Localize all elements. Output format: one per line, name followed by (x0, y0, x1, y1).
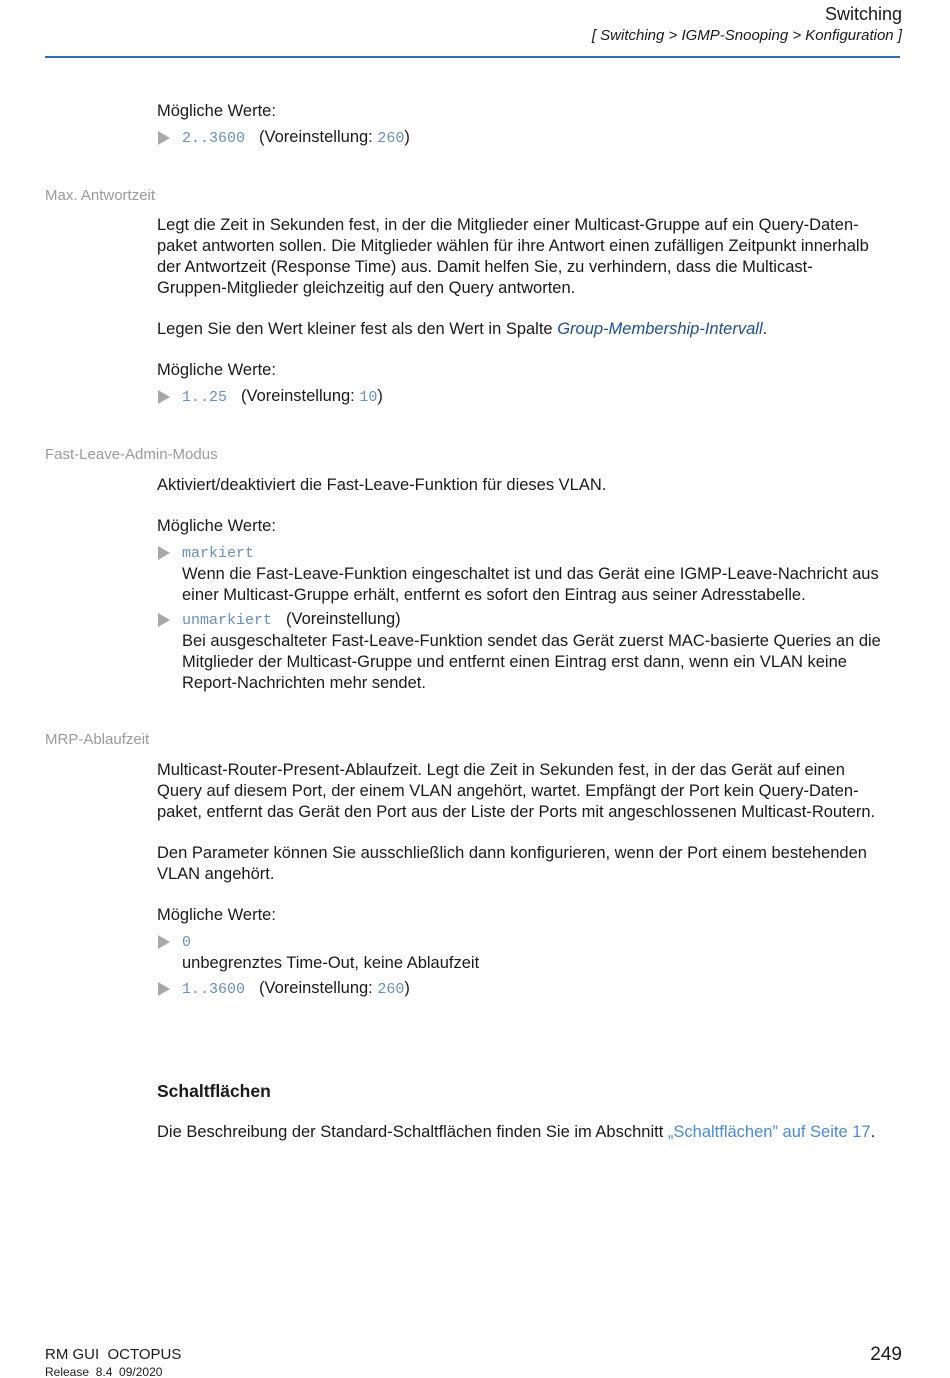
option-value: markiert (182, 545, 255, 562)
parameter-label-fast-leave: Fast-Leave-Admin-Modus (45, 446, 218, 463)
parameter-description: Multicast-Router-Present-Ablaufzeit. Legt die Zeit in Sekunden fest, in der das Gerät auf einen Query auf diesem Port, der einem VLAN angehört, wartet. Empfängt der Port kein Query-Daten- paket, entfernt das Gerät den Port aus der Liste der Ports mit angeschlossenen Multicast-Routern. (157, 761, 876, 821)
column-reference-link[interactable]: Group-Membership-Intervall (557, 320, 763, 338)
footer-product: RM GUI OCTOPUS (45, 1346, 182, 1363)
section-title: Switching (824, 4, 902, 24)
section-heading-schaltflaechen: Schaltflächen (157, 1081, 271, 1101)
default-value: 10 (359, 389, 378, 406)
value-list-item: markiert Wenn die Fast-Leave-Funktion eingeschaltet ist und das Gerät eine IGMP-Leave-Nachricht aus einer Multicast-Gruppe erhält, entfernt es sofort den Eintrag aus seiner Adresstabelle. (158, 542, 908, 606)
value-list-item: 0 unbegrenztes Time-Out, keine Ablaufzeit (158, 931, 908, 974)
value-list-item: 2..3600 (Voreinstellung: 260) (158, 127, 908, 149)
value-range: 1..3600 (182, 981, 246, 998)
option-value: unmarkiert (182, 612, 273, 629)
cross-reference-link[interactable]: „Schaltflächen” auf Seite 17 (667, 1123, 871, 1141)
parameter-label-mrp-ablaufzeit: MRP-Ablaufzeit (45, 731, 150, 748)
value-list-item: 1..3600 (Voreinstellung: 260) (158, 978, 908, 1000)
parameter-note: Den Parameter können Sie ausschließlich dann konfigurieren, wenn der Port einem bestehenden VLAN angehört. (157, 844, 867, 883)
page-number: 249 (870, 1344, 902, 1365)
bullet-triangle-icon (158, 613, 170, 627)
value-range: 2..3600 (182, 130, 246, 147)
parameter-description: Legt die Zeit in Sekunden fest, in der die Mitglieder einer Multicast-Gruppe auf ein Query-Daten- paket antworten sollen. Die Mitglieder wählen für ihre Antwort einen zufälligen Zeitpunkt innerhalb der Antwortzeit (Response Time) aus. Damit helfen Sie, zu verhindern, dass die Multicast- Gruppen-Mitglieder gleichzeitig auf den Query antworten. (157, 216, 869, 297)
bullet-triangle-icon (158, 546, 170, 560)
parameter-description: Aktiviert/deaktiviert die Fast-Leave-Funktion für dieses VLAN. (157, 476, 607, 494)
possible-values-heading: Mögliche Werte: (157, 517, 276, 535)
option-default: (Voreinstellung) (286, 610, 401, 628)
value-range: 1..25 (182, 389, 228, 406)
bullet-triangle-icon (158, 131, 170, 145)
parameter-label-max-antwortzeit: Max. Antwortzeit (45, 187, 156, 204)
value-list-item: unmarkiert (Voreinstellung) Bei ausgeschalteter Fast-Leave-Funktion sendet das Gerät zuerst MAC-basierte Queries an die Mitglieder der Multicast-Gruppe und entfernt einen Eintrag erst dann, wenn ein VLAN keine Report-Nachrichten mehr sendet. (158, 609, 908, 694)
option-value: 0 (182, 934, 192, 951)
default-value: 260 (377, 981, 405, 998)
value-list-item: 1..25 (Voreinstellung: 10) (158, 386, 908, 408)
bullet-triangle-icon (158, 982, 170, 996)
default-prefix: (Voreinstellung: (259, 128, 378, 146)
bullet-triangle-icon (158, 935, 170, 949)
bullet-triangle-icon (158, 390, 170, 404)
footer-release: Release 8.4 09/2020 (45, 1365, 163, 1378)
default-value: 260 (377, 130, 405, 147)
section-text: Die Beschreibung der Standard-Schaltflächen finden Sie im Abschnitt „Schaltflächen” auf Seite 17. (157, 1123, 876, 1141)
parameter-note: Legen Sie den Wert kleiner fest als den Wert in Spalte Group-Membership-Intervall. (157, 320, 768, 338)
header-divider (45, 56, 900, 58)
possible-values-heading: Mögliche Werte: (157, 102, 276, 120)
breadcrumb: [ Switching > IGMP-Snooping > Konfiguration ] (591, 27, 902, 44)
possible-values-heading: Mögliche Werte: (157, 361, 276, 379)
possible-values-heading: Mögliche Werte: (157, 906, 276, 924)
